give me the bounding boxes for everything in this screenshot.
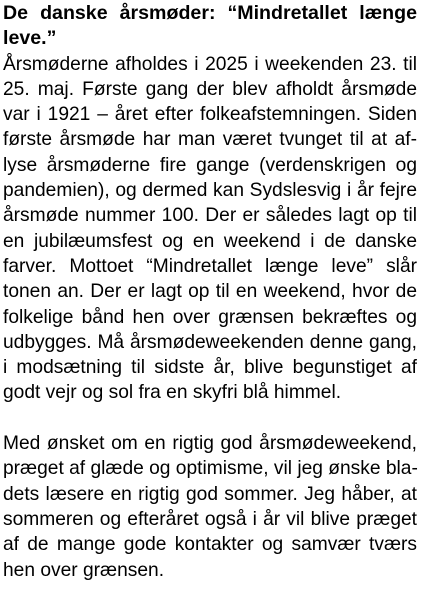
- paragraph-line: præget af glæde og optimisme, vil jeg ønske bla-: [3, 458, 418, 480]
- headline-line: De danske årsmøder: “Mindretallet længe: [3, 2, 417, 24]
- article-paragraph-2: [3, 431, 417, 583]
- paragraph-line: en jubilæumsfest og en weekend i de danske: [3, 230, 417, 252]
- paragraph-line: årsmøde nummer 100. Der er således lagt op til: [3, 205, 417, 227]
- paragraph-line: 25. maj. Første gang der blev afholdt årsmøde: [3, 78, 417, 100]
- paragraph-line: var i 1921 – året efter folkeafstemningen. Siden: [3, 104, 417, 126]
- paragraph-line: Med ønsket om en rigtig god årsmødeweekend,: [3, 433, 417, 455]
- paragraph-line: tonen an. Der er lagt op til en weekend, hvor de: [3, 281, 417, 303]
- paragraph-line: farver. Mottoet “Mindretallet længe leve” slår: [3, 255, 417, 277]
- paragraph-line: dets læsere en rigtig god sommer. Jeg håber, at: [3, 483, 417, 505]
- article-headline: [3, 0, 417, 52]
- paragraph-line: første årsmøde har man været tvunget til at af-: [3, 129, 417, 151]
- headline-line: leve.”: [3, 27, 57, 50]
- paragraph-line: af de mange gode kontakter og samvær tværs: [3, 534, 417, 556]
- paragraph-line: lyse årsmøderne fire gange (verdenskrigen og: [3, 154, 417, 176]
- paragraph-line: folkelige bånd hen over grænsen bekræftes og: [3, 306, 417, 328]
- paragraph-line: hen over grænsen.: [3, 559, 165, 581]
- paragraph-line: godt vejr og sol fra en skyfri blå himmel.: [3, 382, 342, 404]
- paragraph-line: sommeren og efteråret også i år vil blive præget: [3, 508, 417, 530]
- article: [3, 0, 417, 583]
- paragraph-spacer: [3, 406, 417, 431]
- paragraph-line: i modsætning til sidste år, blive begunstiget af: [3, 357, 417, 379]
- paragraph-line: pandemien), og dermed kan Sydslesvig i år fejre: [3, 180, 417, 202]
- paragraph-line: udbygges. Må årsmødeweekenden denne gang,: [3, 331, 417, 353]
- paragraph-line: Årsmøderne afholdes i 2025 i weekenden 23. til: [3, 53, 417, 75]
- article-paragraph-1: [3, 52, 417, 406]
